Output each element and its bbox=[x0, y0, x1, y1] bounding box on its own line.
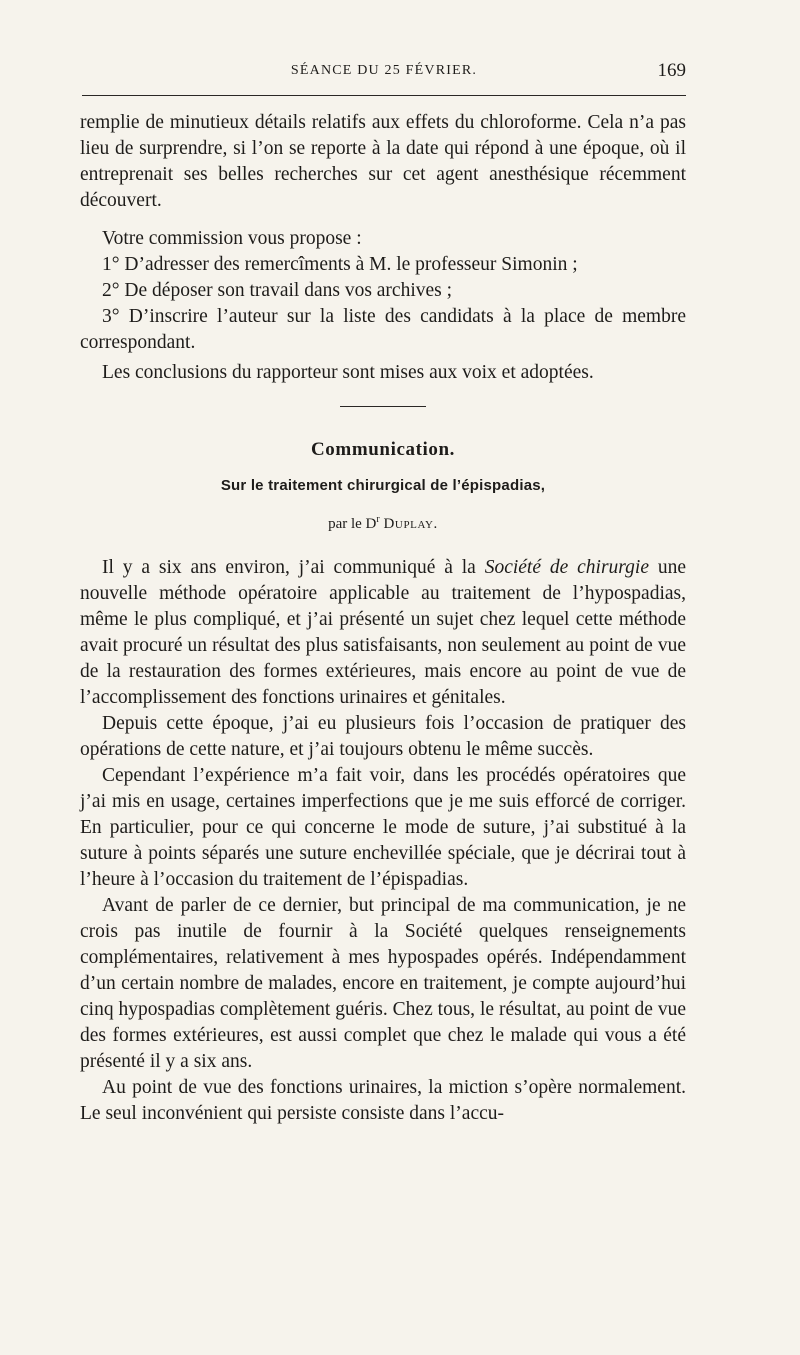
byline bbox=[80, 507, 686, 537]
body-paragraph-2: Depuis cette époque, j’ai eu plusieurs fois l’occasion de pratiquer des opérations de cette nature, et j’ai toujours obtenu le même succès. bbox=[80, 713, 686, 760]
commission-item-1: 1° D’adresser des remercîments à M. le professeur Simonin ; bbox=[102, 254, 578, 275]
byline-sup: r bbox=[376, 514, 380, 525]
p1-start: Il y a six ans environ, j’ai communiqué à la bbox=[102, 557, 485, 578]
p1-italic: Société de chirurgie bbox=[484, 557, 649, 578]
header-rule bbox=[82, 95, 686, 96]
page-header bbox=[82, 60, 686, 86]
section-separator bbox=[340, 406, 426, 407]
section-subtitle: Sur le traitement chirurgical de l’épispadias, bbox=[220, 477, 546, 494]
commission-item-3: 3° D’inscrire l’auteur sur la liste des candidats à la place de membre correspondant. bbox=[80, 306, 686, 353]
body-paragraph-3: Cependant l’expérience m’a fait voir, dans les procédés opératoires que j’ai mis en usage, certaines imperfections que je me suis efforcé de corriger. En particulier, pour ce qui concerne le mode de suture, j’ai substitué à la suture à points séparés une suture enchevillée spéciale, que je décrirai tout à l’heure à l’occasion du traitement de l’épispadias. bbox=[80, 765, 686, 890]
running-title: SÉANCE DU 25 FÉVRIER. bbox=[290, 63, 478, 78]
body-paragraph-5: Au point de vue des fonctions urinaires, la miction s’opère normalement. Le seul inconvénient qui persiste consiste dans l’accu- bbox=[80, 1077, 686, 1124]
section-title: Communication. bbox=[310, 439, 456, 460]
body-paragraph-4: Avant de parler de ce dernier, but principal de ma communication, je ne crois pas inutile de fournir à la Société quelques renseignements complémentaires, relativement à mes hypospades opérés. Indépendamment d’un certain nombre de malades, encore en traitement, je compte aujourd’hui cinq hypospadias complètement guéris. Chez tous, le résultat, au point de vue des formes extérieures, est aussi complet que chez le malade qui vous a été présenté il y a six ans. bbox=[80, 895, 686, 1072]
page-number: 169 bbox=[657, 60, 686, 81]
body-text bbox=[80, 110, 686, 1127]
commission-item-2: 2° De déposer son travail dans vos archives ; bbox=[102, 280, 453, 301]
paragraph-continued: remplie de minutieux détails relatifs aux effets du chloroforme. Cela n’a pas lieu de surprendre, si l’on se reporte à la date qui répond à une époque, où il entreprenait ses belles recherches sur cet agent anesthésique récemment découvert. bbox=[80, 112, 686, 211]
byline-prefix: par le D bbox=[328, 516, 377, 532]
commission-intro: Votre commission vous propose : bbox=[102, 228, 362, 249]
body-paragraph-1 bbox=[80, 555, 686, 711]
conclusion-paragraph: Les conclusions du rapporteur sont mises aux voix et adoptées. bbox=[102, 362, 594, 383]
p1-rest: une nouvelle méthode opératoire applicable au traitement de l’hypospadias, même le plus compliqué, et j’ai présenté un sujet chez lequel cette méthode avait procuré un résultat des plus satisfaisants, non seulement au point de vue de la restauration des formes extérieures, mais encore au point de vue de l’accomplissement des fonctions urinaires et génitales. bbox=[80, 557, 687, 708]
byline-author: Duplay. bbox=[383, 516, 438, 532]
